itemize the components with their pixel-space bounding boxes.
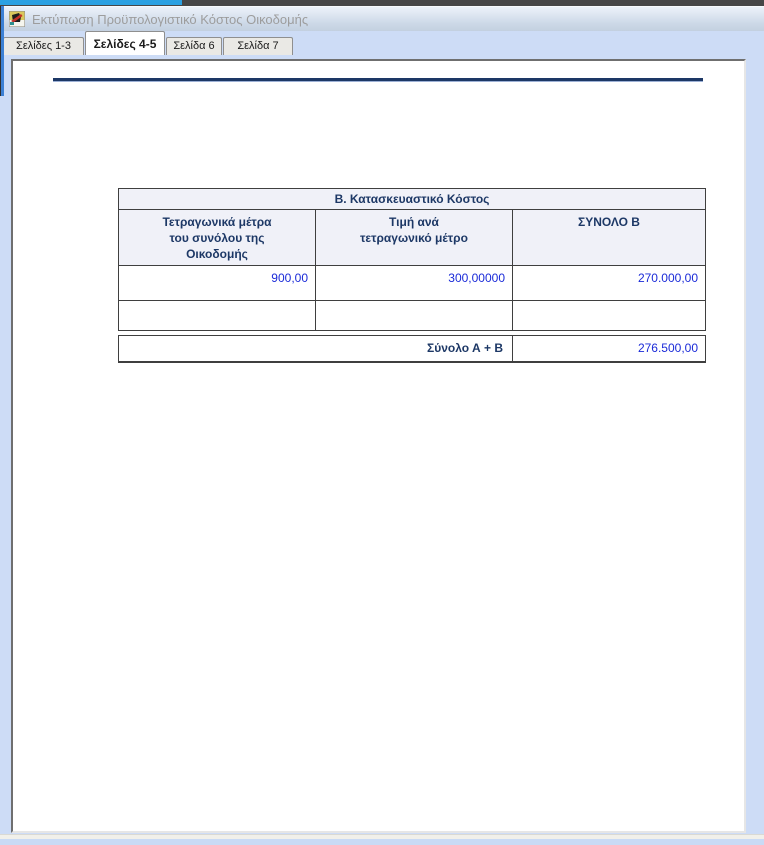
header-line: Τετραγωνικά μέτρα — [162, 215, 272, 229]
header-line: Οικοδομής — [186, 247, 248, 261]
grand-total-label: Σύνολο Α + Β — [119, 336, 513, 361]
cell-empty-price — [316, 301, 513, 330]
column-header-price-per-sqm — [316, 210, 513, 265]
header-line: του συνόλου της — [169, 231, 265, 245]
cell-price-per-sqm: 300,00000 — [316, 266, 513, 300]
construction-cost-table — [118, 188, 706, 363]
window-title: Εκτύπωση Προϋπολογιστικό Κόστος Οικοδομής — [32, 11, 309, 27]
table-row-values — [119, 266, 705, 301]
column-header-square-meters — [119, 210, 316, 265]
tab-page-7[interactable]: Σελίδα 7 — [223, 37, 293, 55]
tab-page-6[interactable]: Σελίδα 6 — [166, 37, 222, 55]
print-preview-page — [11, 59, 746, 833]
tab-strip — [0, 31, 764, 57]
table-header-row — [119, 210, 705, 266]
page-header-rule — [53, 78, 703, 82]
background-window-left-edge — [0, 6, 4, 96]
table-row-empty — [119, 301, 705, 330]
cell-total-b: 270.000,00 — [637, 271, 698, 285]
column-header-total-b — [513, 210, 705, 265]
app-icon — [9, 11, 25, 27]
table-row-grand-total — [118, 335, 706, 363]
tab-pages-4-5[interactable]: Σελίδες 4-5 — [85, 31, 165, 55]
background-bottom-strip — [0, 839, 764, 845]
header-line: Τιμή ανά — [389, 215, 439, 229]
cell-empty-total — [513, 301, 705, 330]
window-title-bar[interactable] — [0, 6, 764, 31]
table-title: Β. Κατασκευαστικό Κόστος — [119, 189, 705, 210]
tab-pages-1-3[interactable]: Σελίδες 1-3 — [3, 37, 84, 55]
cell-square-meters: 900,00 — [119, 266, 316, 300]
header-line: τετραγωνικό μέτρο — [360, 231, 468, 245]
preview-area — [0, 57, 764, 834]
header-line: ΣΥΝΟΛΟ Β — [578, 215, 640, 229]
background-window-edge-highlight — [0, 0, 182, 5]
grand-total-value: 276.500,00 — [637, 341, 698, 355]
cost-table-main-box — [118, 188, 706, 331]
cell-empty-sqm — [119, 301, 316, 330]
